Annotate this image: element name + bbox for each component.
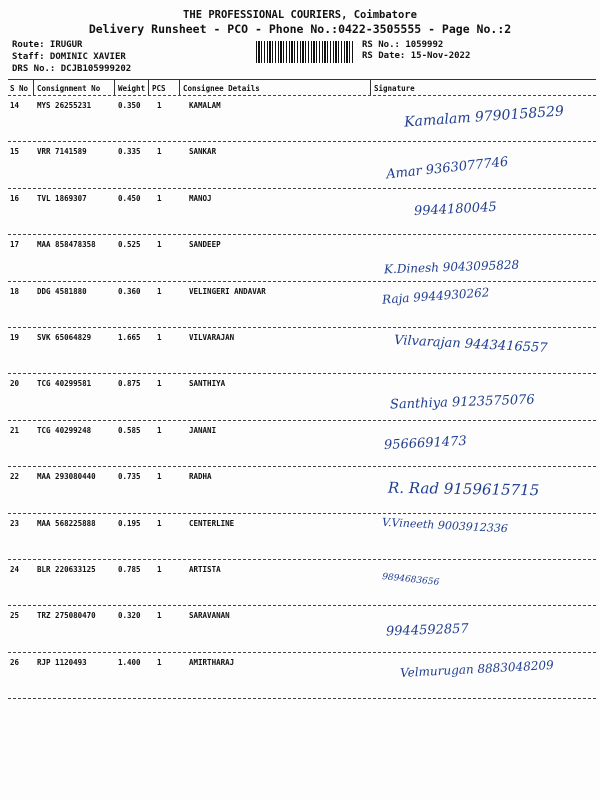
row-consignee: SANDEEP	[189, 240, 221, 250]
col-divider	[114, 80, 115, 95]
rs-number: RS No.: 1059992	[362, 40, 444, 50]
row-weight: 0.735	[118, 472, 141, 482]
row-weight: 0.585	[118, 425, 141, 435]
staff-label: Staff: DOMINIC XAVIER	[12, 52, 126, 62]
row-weight: 0.335	[118, 147, 141, 157]
col-header-weight: Weight	[118, 84, 146, 93]
row-consignment-no: BLR 220633125	[37, 565, 96, 574]
row-pcs: 1	[157, 240, 162, 250]
row-signature: 9566691473	[383, 433, 468, 453]
row-pcs: 1	[157, 518, 162, 528]
col-divider	[33, 80, 34, 95]
row-pcs: 1	[157, 611, 162, 621]
col-header-consignment: Consignment No	[37, 84, 101, 93]
col-header-signature: Signature	[374, 84, 415, 93]
row-weight: 1.400	[118, 657, 141, 667]
row-weight: 1.665	[118, 333, 141, 342]
row-consignee: SARAVANAN	[189, 611, 230, 621]
page-subtitle: Delivery Runsheet - PCO - Phone No.:0422-3505555 - Page No.:2	[88, 22, 512, 36]
row-signature: Kamalam 9790158529	[403, 103, 565, 131]
barcode	[256, 41, 354, 63]
rs-date: RS Date: 15-Nov-2022	[362, 51, 471, 61]
row-signature: Santhiya 9123575076	[389, 392, 535, 413]
header-rule	[8, 95, 596, 96]
row-consignment-no: MAA 568225888	[37, 518, 96, 528]
row-divider	[8, 605, 596, 606]
row-divider	[8, 420, 596, 421]
col-divider	[179, 80, 180, 95]
table-top-rule	[8, 79, 596, 80]
row-signature: V.Vineeth 9003912336	[381, 515, 509, 535]
page-title: THE PROFESSIONAL COURIERS, Coimbatore	[183, 9, 417, 21]
row-divider	[8, 513, 596, 514]
col-header-pcs: PCS	[152, 84, 166, 93]
row-weight: 0.320	[118, 611, 141, 621]
row-consignment-no: TVL 1869307	[37, 193, 87, 203]
row-signature: Vilvarajan 9443416557	[393, 332, 548, 357]
drs-label: DRS No.: DCJB105999202	[12, 64, 132, 74]
row-divider	[8, 698, 596, 699]
row-sno: 25	[10, 611, 20, 621]
row-signature: K.Dinesh 9043095828	[383, 257, 520, 277]
row-consignment-no: DDG 4581880	[37, 286, 87, 296]
row-consignment-no: VRR 7141589	[37, 147, 87, 157]
row-consignee: RADHA	[189, 472, 212, 482]
row-signature: R. Rad 9159615715	[387, 478, 540, 500]
row-consignee: ARTISTA	[189, 565, 221, 574]
row-consignee: KAMALAM	[189, 101, 221, 110]
row-sno: 18	[10, 286, 20, 296]
row-divider	[8, 327, 596, 328]
row-divider	[8, 188, 596, 189]
row-weight: 0.875	[118, 379, 141, 389]
row-pcs: 1	[157, 286, 162, 296]
row-divider	[8, 652, 596, 653]
row-divider	[8, 373, 596, 374]
row-weight: 0.450	[118, 193, 141, 203]
row-consignment-no: TRZ 275080470	[37, 611, 96, 621]
row-sno: 23	[10, 518, 20, 528]
row-consignment-no: SVK 65064829	[37, 333, 92, 342]
row-pcs: 1	[157, 379, 162, 389]
col-header-sno: S No	[10, 84, 29, 93]
row-divider	[8, 281, 596, 282]
row-consignment-no: TCG 40299581	[37, 379, 92, 389]
row-pcs: 1	[157, 101, 162, 110]
row-weight: 0.360	[118, 286, 141, 296]
row-consignee: CENTERLINE	[189, 518, 235, 528]
row-divider	[8, 559, 596, 560]
row-pcs: 1	[157, 565, 162, 574]
row-signature: Raja 9944930262	[381, 284, 490, 307]
row-sno: 19	[10, 333, 20, 342]
row-signature: Velmurugan 8883048209	[399, 657, 555, 680]
row-signature: 9944592857	[385, 621, 469, 640]
row-sno: 24	[10, 565, 20, 574]
row-signature: 9894683656	[381, 572, 440, 588]
row-sno: 20	[10, 379, 20, 389]
row-consignee: SANKAR	[189, 147, 217, 157]
row-sno: 21	[10, 425, 20, 435]
row-consignment-no: MAA 293080440	[37, 472, 96, 482]
row-consignee: VILVARAJAN	[189, 333, 235, 342]
row-consignee: AMIRTHARAJ	[189, 657, 235, 667]
row-pcs: 1	[157, 472, 162, 482]
col-divider	[148, 80, 149, 95]
row-consignee: JANANI	[189, 425, 217, 435]
row-consignee: VELINGERI ANDAVAR	[189, 286, 266, 296]
row-sno: 22	[10, 472, 20, 482]
row-weight: 0.785	[118, 565, 141, 574]
row-sno: 14	[10, 101, 20, 110]
row-consignee: MANOJ	[189, 193, 212, 203]
row-sno: 17	[10, 240, 20, 250]
row-pcs: 1	[157, 333, 162, 342]
row-consignment-no: TCG 40299248	[37, 425, 92, 435]
row-divider	[8, 466, 596, 467]
row-consignment-no: MYS 26255231	[37, 101, 92, 110]
row-sno: 15	[10, 147, 20, 157]
row-sno: 26	[10, 657, 20, 667]
row-pcs: 1	[157, 147, 162, 157]
row-signature: 9944180045	[413, 199, 498, 219]
row-weight: 0.525	[118, 240, 141, 250]
row-weight: 0.350	[118, 101, 141, 110]
row-pcs: 1	[157, 193, 162, 203]
row-consignment-no: RJP 1120493	[37, 657, 87, 667]
row-consignment-no: MAA 858478358	[37, 240, 96, 250]
route-label: Route: IRUGUR	[12, 40, 83, 50]
col-divider	[370, 80, 371, 95]
row-divider	[8, 234, 596, 235]
row-pcs: 1	[157, 657, 162, 667]
row-weight: 0.195	[118, 518, 141, 528]
col-header-consignee: Consignee Details	[183, 84, 260, 93]
row-signature: Amar 9363077746	[385, 155, 509, 183]
row-divider	[8, 141, 596, 142]
row-pcs: 1	[157, 425, 162, 435]
row-consignee: SANTHIYA	[189, 379, 226, 389]
row-sno: 16	[10, 193, 20, 203]
